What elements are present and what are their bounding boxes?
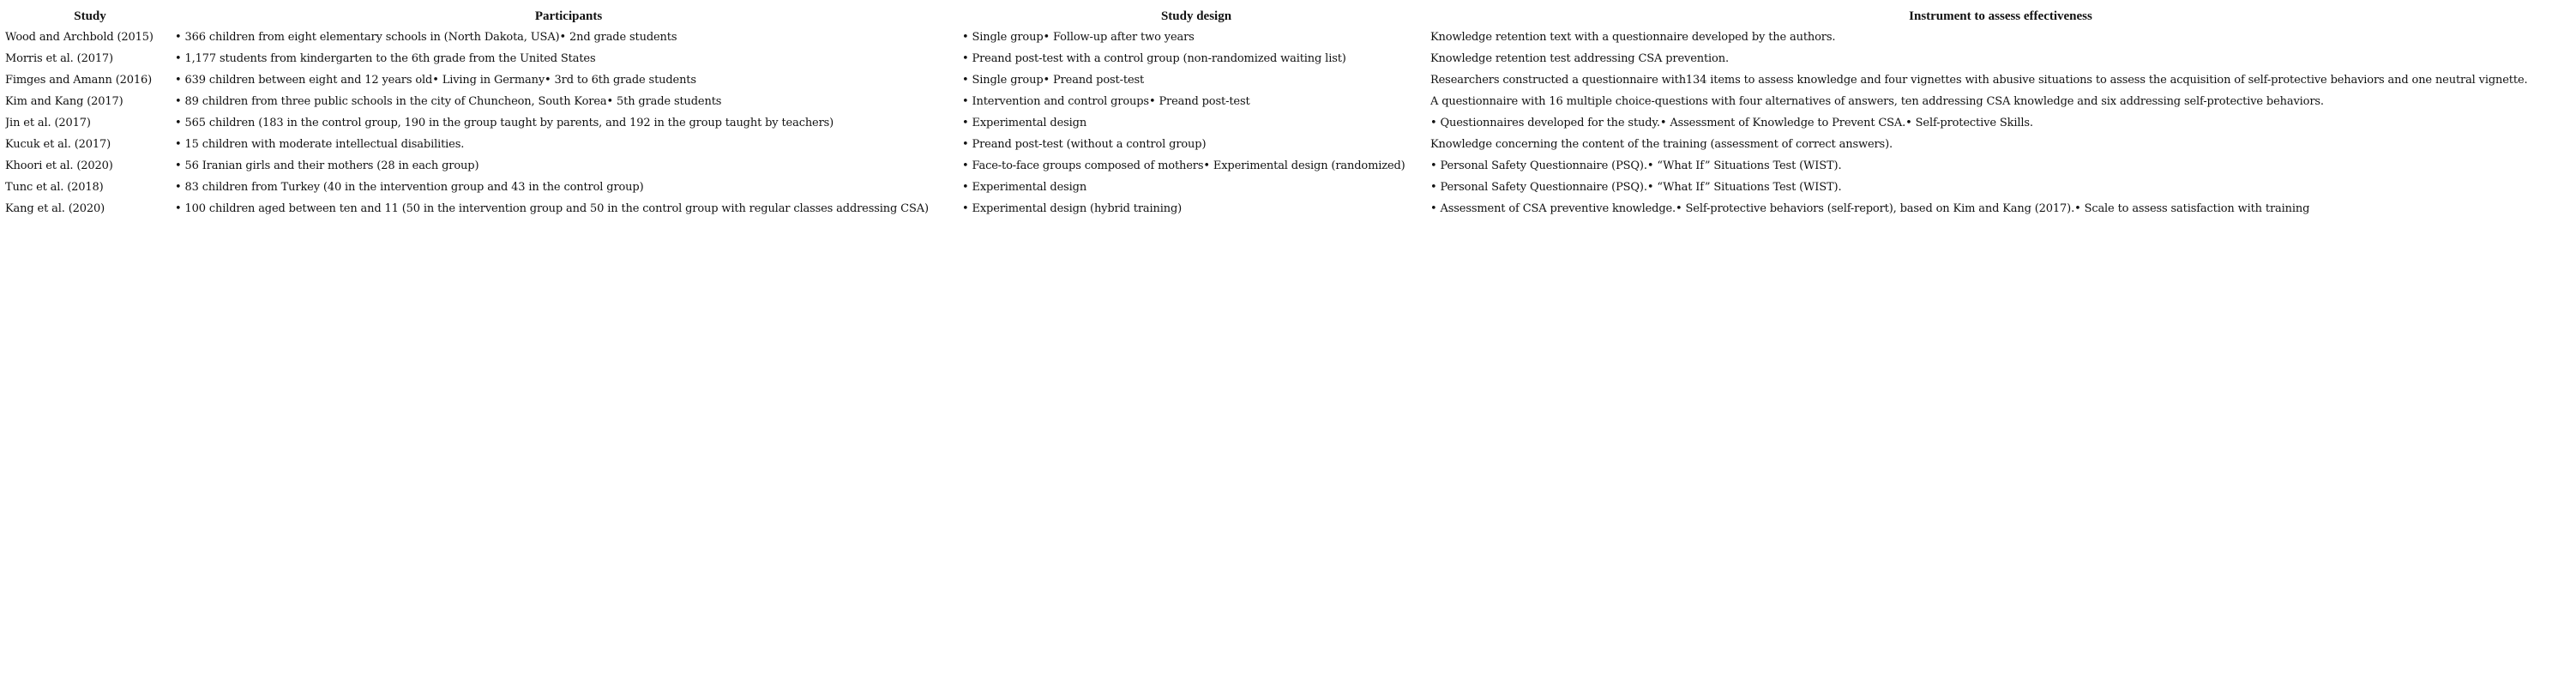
cell-participants: • 89 children from three public schools in the city of Chuncheon, South Korea• 5th grade students — [175, 95, 722, 108]
cell-study: Jin et al. (2017) — [5, 117, 91, 129]
cell-study-design: • Face-to-face groups composed of mothers• Experimental design (randomized) — [962, 159, 1405, 172]
cell-study-design: • Experimental design (hybrid training) — [962, 202, 1183, 215]
table-row — [5, 198, 2571, 219]
cell-participants: • 56 Iranian girls and their mothers (28 in each group) — [175, 159, 479, 172]
cell-participants: • 1,177 students from kindergarten to the 6th grade from the United States — [175, 52, 596, 65]
cell-study-design: • Experimental design — [962, 117, 1087, 129]
table-row — [5, 112, 2571, 134]
cell-study: Kim and Kang (2017) — [5, 95, 123, 108]
cell-study: Morris et al. (2017) — [5, 52, 113, 65]
cell-instrument: A questionnaire with 16 multiple choice-questions with four alternatives of answers, ten addressing CSA knowledge and six addressing self-protective behaviors. — [1430, 95, 2324, 108]
table-row — [5, 155, 2571, 177]
cell-instrument: Knowledge concerning the content of the training (assessment of correct answers). — [1430, 138, 1893, 151]
table-body — [5, 27, 2571, 219]
cell-study-design: • Single group• Preand post-test — [962, 74, 1145, 87]
cell-instrument: • Questionnaires developed for the study.• Assessment of Knowledge to Prevent CSA.• Self-protective Skills. — [1430, 117, 2033, 129]
header-row — [5, 6, 2571, 27]
cell-study: Kucuk et al. (2017) — [5, 138, 111, 151]
cell-study: Khoori et al. (2020) — [5, 159, 113, 172]
column-header-participants: Participants — [534, 9, 603, 23]
cell-study-design: • Experimental design — [962, 181, 1087, 194]
studies-table — [5, 6, 2571, 219]
table-row — [5, 69, 2571, 91]
table-row — [5, 91, 2571, 112]
column-header-study-design: Study design — [1160, 9, 1232, 23]
cell-study: Tunc et al. (2018) — [5, 181, 104, 194]
cell-participants: • 83 children from Turkey (40 in the intervention group and 43 in the control group) — [175, 181, 644, 194]
table-header — [5, 6, 2571, 27]
cell-instrument: Knowledge retention text with a questionnaire developed by the authors. — [1430, 31, 1836, 44]
cell-study: Kang et al. (2020) — [5, 202, 105, 215]
column-header-study: Study — [74, 9, 106, 23]
cell-instrument: • Personal Safety Questionnaire (PSQ).• “What If” Situations Test (WIST). — [1430, 159, 1842, 172]
cell-study-design: • Single group• Follow-up after two years — [962, 31, 1195, 44]
cell-participants: • 565 children (183 in the control group, 190 in the group taught by parents, and 192 in the group taught by teachers) — [175, 117, 834, 129]
cell-study: Fimges and Amann (2016) — [5, 74, 153, 87]
table-row — [5, 177, 2571, 198]
cell-participants: • 639 children between eight and 12 years old• Living in Germany• 3rd to 6th grade students — [175, 74, 696, 87]
cell-instrument: Knowledge retention test addressing CSA prevention. — [1430, 52, 1729, 65]
cell-study-design: • Intervention and control groups• Preand post-test — [962, 95, 1250, 108]
cell-participants: • 15 children with moderate intellectual disabilities. — [175, 138, 465, 151]
table-row — [5, 48, 2571, 69]
cell-instrument: • Assessment of CSA preventive knowledge.• Self-protective behaviors (self-report), based on Kim and Kang (2017).• Scale to assess satisfaction with training — [1430, 202, 2310, 215]
table-row — [5, 134, 2571, 155]
cell-study-design: • Preand post-test with a control group (non-randomized waiting list) — [962, 52, 1346, 65]
table-row — [5, 27, 2571, 48]
cell-participants: • 366 children from eight elementary schools in (North Dakota, USA)• 2nd grade students — [175, 31, 677, 44]
column-header-instrument: Instrument to assess effectiveness — [1909, 9, 2092, 23]
cell-study-design: • Preand post-test (without a control group) — [962, 138, 1207, 151]
cell-instrument: • Personal Safety Questionnaire (PSQ).• “What If” Situations Test (WIST). — [1430, 181, 1842, 194]
cell-participants: • 100 children aged between ten and 11 (50 in the intervention group and 50 in the control group with regular classes addressing CSA) — [175, 202, 929, 215]
cell-instrument: Researchers constructed a questionnaire with134 items to assess knowledge and four vignettes with abusive situations to assess the acquisition of self-protective behaviors and one neutral vignette. — [1430, 74, 2528, 87]
cell-study: Wood and Archbold (2015) — [5, 31, 153, 44]
